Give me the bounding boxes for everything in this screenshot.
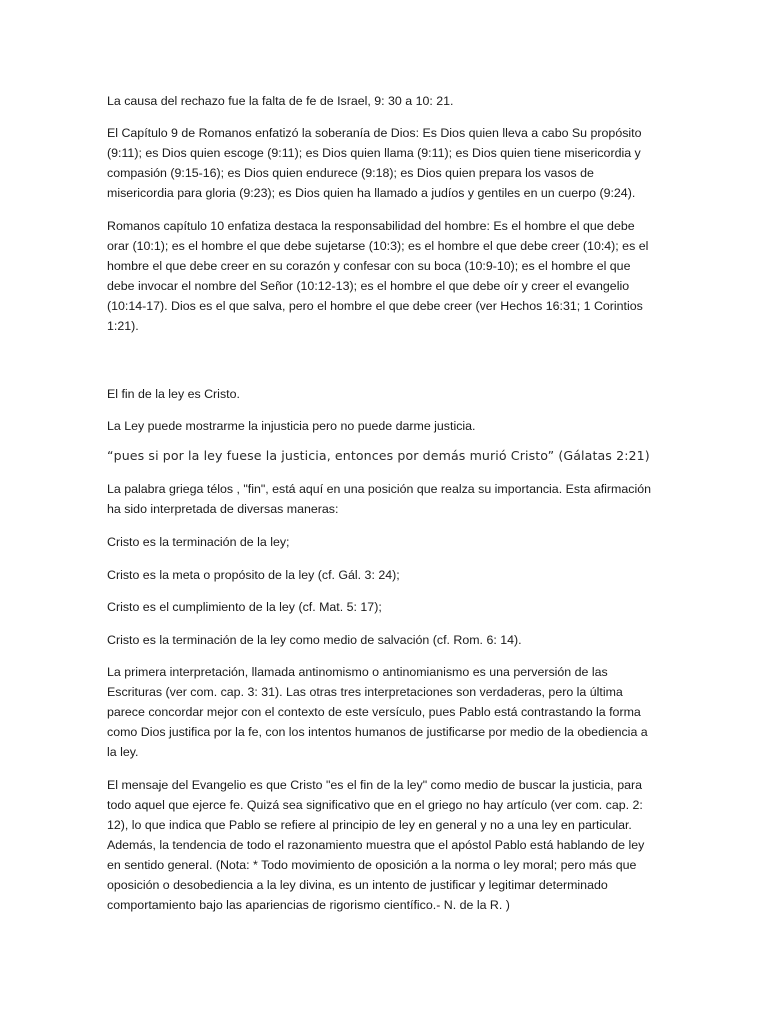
paragraph-rejection-cause bbox=[107, 91, 667, 111]
text-line: 12), lo que indica que Pablo se refiere al principio de ley en general y no a una ley en particular. bbox=[107, 818, 632, 832]
text-line: compasión (9:15-16); es Dios quien endurece (9:18); es Dios quien prepara los vasos de bbox=[107, 166, 594, 180]
interpretation-item bbox=[107, 597, 667, 617]
text-line: la ley. bbox=[107, 745, 139, 759]
text-line: La palabra griega télos , "fin", está aquí en una posición que realza su importancia. Esta afirmación bbox=[107, 482, 651, 496]
text-line: El mensaje del Evangelio es que Cristo "es el fin de la ley" como medio de buscar la justicia, para bbox=[107, 778, 642, 792]
scripture-quote bbox=[107, 446, 667, 466]
text-line: La causa del rechazo fue la falta de fe de Israel, 9: 30 a 10: 21. bbox=[107, 94, 454, 108]
interpretation-item bbox=[107, 565, 667, 585]
interpretation-item bbox=[107, 532, 667, 552]
text-line: debe invocar el nombre del Señor (10:12-13); es el hombre el que debe oír y creer el evangelio bbox=[107, 279, 630, 293]
text-line: como Dios justifica por la fe, con los intentos humanos de justificarse por medio de la obediencia a bbox=[107, 725, 648, 739]
paragraph-chapter-10 bbox=[107, 216, 667, 336]
text-line: Cristo es el cumplimiento de la ley (cf. Mat. 5: 17); bbox=[107, 600, 382, 614]
text-line: Cristo es la terminación de la ley; bbox=[107, 535, 290, 549]
text-line: hombre el que debe creer en su corazón y confesar con su boca (10:9-10); es el hombre el que bbox=[107, 259, 631, 273]
text-line: Cristo es la meta o propósito de la ley (cf. Gál. 3: 24); bbox=[107, 568, 400, 582]
text-line: todo aquel que ejerce fe. Quizá sea significativo que en el griego no hay artículo (ver com. cap. 2: bbox=[107, 798, 643, 812]
text-line: El Capítulo 9 de Romanos enfatizó la soberanía de Dios: Es Dios quien lleva a cabo Su propósito bbox=[107, 126, 642, 140]
paragraph-telos bbox=[107, 479, 667, 519]
text-line: en sentido general. (Nota: * Todo movimiento de oposición a la norma o ley moral; pero más que bbox=[107, 858, 637, 872]
text-line: Escrituras (ver com. cap. 3: 31). Las otras tres interpretaciones son verdaderas, pero la última bbox=[107, 685, 623, 699]
text-line: misericordia para gloria (9:23); es Dios quien ha llamado a judíos y gentiles en un cuerpo (9:24). bbox=[107, 186, 636, 200]
text-line: orar (10:1); es el hombre el que debe sujetarse (10:3); es el hombre el que debe creer (10:4); es el bbox=[107, 239, 649, 253]
paragraph-gospel-message bbox=[107, 775, 667, 915]
text-line: La primera interpretación, llamada antinomismo o antinomianismo es una perversión de las bbox=[107, 665, 608, 679]
text-line: La Ley puede mostrarme la injusticia pero no puede darme justicia. bbox=[107, 419, 476, 433]
text-line: (9:11); es Dios quien escoge (9:11); es Dios quien llama (9:11); es Dios quien tiene misericordia y bbox=[107, 146, 641, 160]
paragraph-end-of-law bbox=[107, 384, 667, 404]
text-line: Cristo es la terminación de la ley como medio de salvación (cf. Rom. 6: 14). bbox=[107, 633, 522, 647]
text-line: Además, la tendencia de todo el razonamiento muestra que el apóstol Pablo está hablando de ley bbox=[107, 838, 645, 852]
text-line: 1:21). bbox=[107, 319, 139, 333]
text-line: Romanos capítulo 10 enfatiza destaca la responsabilidad del hombre: Es el hombre el que debe bbox=[107, 219, 635, 233]
text-line: El fin de la ley es Cristo. bbox=[107, 387, 240, 401]
text-line: comportamiento bajo las apariencias de rigorismo científico.- N. de la R. ) bbox=[107, 898, 510, 912]
paragraph-law-justice bbox=[107, 416, 667, 436]
interpretation-item bbox=[107, 630, 667, 650]
text-line: ha sido interpretada de diversas maneras: bbox=[107, 502, 339, 516]
paragraph-chapter-9 bbox=[107, 123, 667, 203]
text-line: “pues si por la ley fuese la justicia, entonces por demás murió Cristo” (Gálatas 2:21) bbox=[107, 448, 650, 463]
text-line: parece concordar mejor con el contexto de este versículo, pues Pablo está contrastando la forma bbox=[107, 705, 641, 719]
text-line: oposición o desobediencia a la ley divina, es un intento de justificar y legitimar determinado bbox=[107, 878, 608, 892]
text-line: (10:14-17). Dios es el que salva, pero el hombre el que debe creer (ver Hechos 16:31; 1 Corintios bbox=[107, 299, 643, 313]
paragraph-antinomism bbox=[107, 662, 667, 762]
